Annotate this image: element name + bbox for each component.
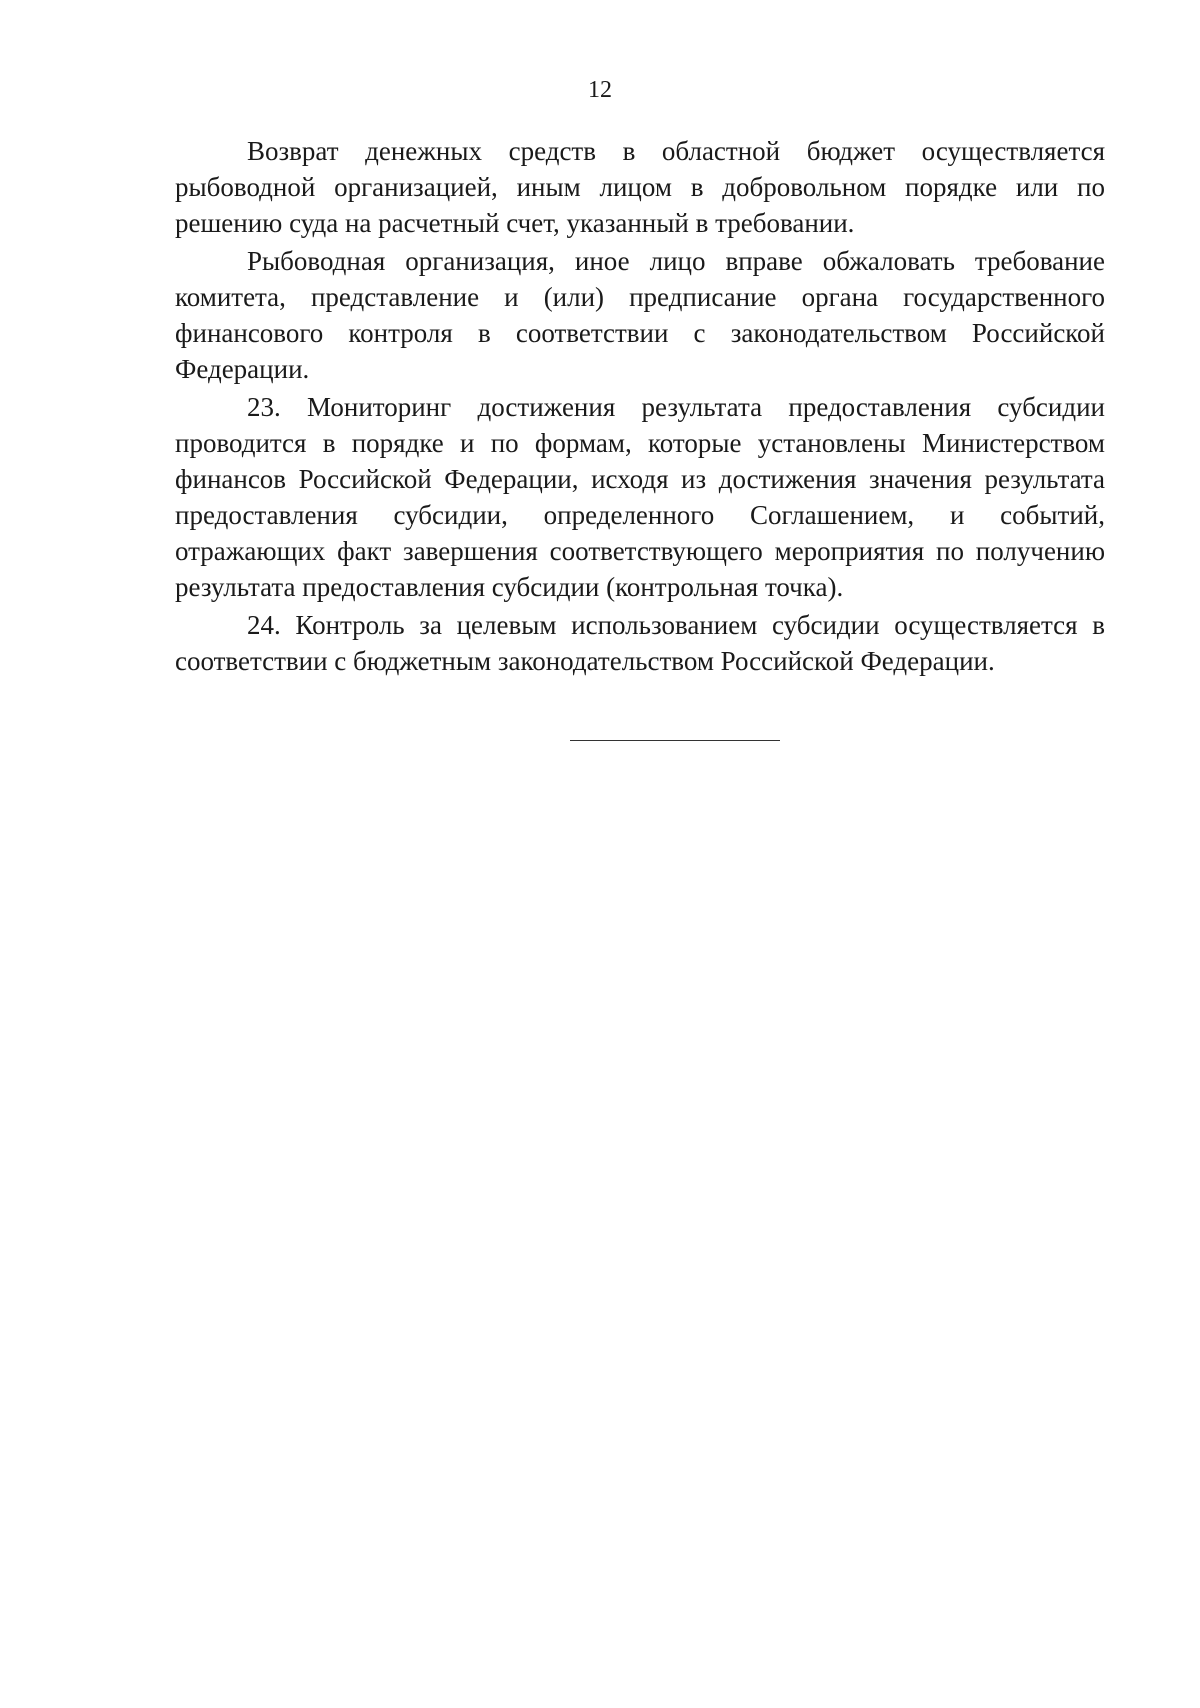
page-number: 12 — [588, 77, 612, 103]
paragraph-23-monitoring: 23. Мониторинг достижения результата предоставления субсидии проводится в порядке и по формам, которые установлены Министерством финансов Российской Федерации, исходя из достижения значения результата предоставления субсидии, определенного Соглашением, и событий, отражающих факт завершения соответствующего мероприятия по получению результата предоставления субсидии (контрольная точка). — [175, 392, 1105, 602]
end-separator-line — [570, 740, 780, 741]
paragraph-refund: Возврат денежных средств в областной бюджет осуществляется рыбоводной организацией, иным лицом в добровольном порядке или по решению суда на расчетный счет, указанный в требовании. — [175, 136, 1105, 238]
paragraph-24-control: 24. Контроль за целевым использованием субсидии осуществляется в соответствии с бюджетным законодательством Российской Федерации. — [175, 610, 1105, 676]
paragraph-appeal: Рыбоводная организация, иное лицо вправе обжаловать требование комитета, представление и (или) предписание органа государственного финансового контроля в соответствии с законодательством Российской Федерации. — [175, 246, 1105, 384]
document-body — [175, 133, 1105, 681]
